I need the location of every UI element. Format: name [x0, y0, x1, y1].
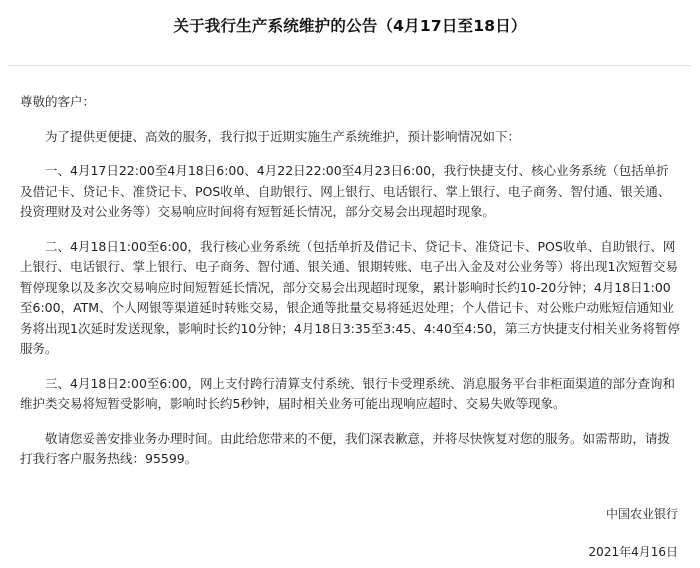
paragraph-intro: 为了提供更便捷、高效的服务，我行拟于近期实施生产系统维护，预计影响情况如下：	[45, 128, 521, 144]
notice-date: 2021年4月16日	[588, 545, 678, 559]
greeting: 尊敬的客户：	[20, 94, 96, 109]
notice-title: 关于我行生产系统维护的公告（4月17日至18日）	[173, 17, 527, 35]
signature: 中国农业银行	[605, 507, 678, 521]
title-divider	[8, 65, 692, 66]
paragraph-item-1: 一、4月17日22:00至4月18日6:00、4月22日22:00至4月23日6:00，我行快捷支付、核心业务系统（包括单折及借记卡、贷记卡、准贷记卡、POS收单、自助银行、网上银行、电话银行、掌上银行、电子商务、智付通、银关通、投资理财及对公业务等）交易响应时间将有短暂延长情况，部分交易会出现超时现象。	[20, 163, 671, 219]
paragraph-closing: 敬请您妥善安排业务办理时间。由此给您带来的不便，我们深表歉意，并将尽快恢复对您的服务。如需帮助，请拨打我行客户服务热线：95599。	[20, 430, 671, 466]
notice-body	[20, 92, 680, 484]
paragraph-item-2: 二、4月18日1:00至6:00，我行核心业务系统（包括单折及借记卡、贷记卡、准贷记卡、POS收单、自助银行、网上银行、电话银行、掌上银行、电子商务、智付通、银关通、银期转账、电子出入金及对公业务等）将出现1次短暂交易暂停现象以及多次交易响应时间短暂延长情况，部分交易会出现超时现象，累计影响时长约10-20分钟；4月18日1:00至6:00，ATM、个人网银等渠道延时转账交易，银企通等批量交易将延迟处理；个人借记卡、对公账户动账短信通知业务将出现1次延时发送现象，影响时长约10分钟；4月18日3:35至3:45、4:40至4:50，第三方快捷支付相关业务将暂停服务。	[20, 238, 680, 356]
paragraph-item-3: 三、4月18日2:00至6:00，网上支付跨行清算支付系统、银行卡受理系统、消息服务平台非柜面渠道的部分查询和维护类交易将短暂受影响，影响时长约5秒钟，届时相关业务可能出现响应超时、交易失败等现象。	[20, 375, 676, 411]
